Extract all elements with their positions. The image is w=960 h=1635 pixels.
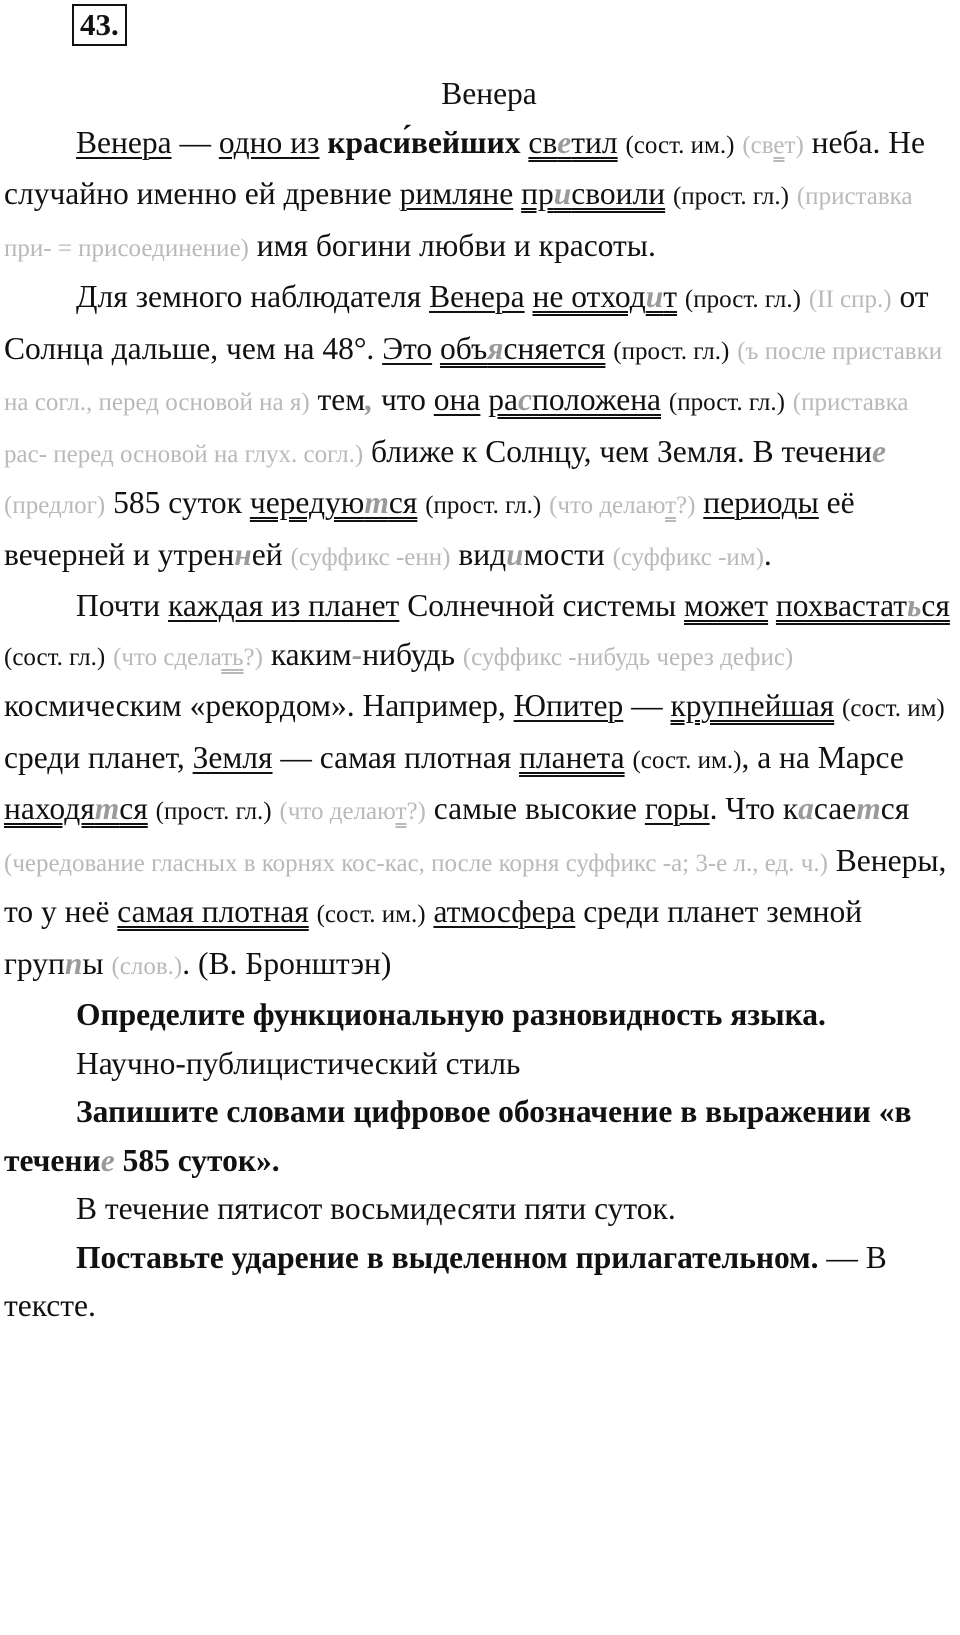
hint-note: (суффикс -им) (612, 543, 764, 571)
t: похвастат (775, 588, 907, 623)
predicate (528, 125, 617, 160)
parse-note: (сост. им.) (625, 131, 735, 159)
parse-note: (сост. гл.) (4, 643, 106, 671)
t: . (763, 536, 772, 572)
t: . (В. Бронштэн) (182, 945, 392, 981)
orthogram: н (234, 536, 252, 572)
predicate: крупнейшая (670, 688, 835, 723)
t (661, 382, 669, 417)
t (677, 279, 685, 314)
t: ть (221, 643, 244, 671)
orthogram: е (100, 1142, 115, 1178)
t (525, 279, 533, 314)
subject: Венера (429, 279, 525, 314)
orthogram: и (506, 536, 524, 572)
t: (что делаю (549, 492, 666, 519)
subject: периоды (703, 485, 819, 520)
subject: Юпитер (513, 688, 624, 723)
parse-note: (прост. гл.) (613, 337, 730, 365)
subject-venera: Венера (76, 124, 172, 160)
hint-note: (суффикс -енн) (290, 543, 451, 571)
orthogram: я (487, 330, 504, 366)
t: имя богини любви и красоты. (248, 227, 656, 263)
t: ближе к Солнцу, чем Земля. В течени (363, 433, 873, 469)
answer-2: В течение пятисот восьмидесяти пяти суток. (76, 1191, 676, 1226)
hint-note: (приставка рас- перед основой на глух. согл.) (4, 389, 909, 468)
t: т) (784, 131, 804, 159)
parse-note: (сост. им.) (316, 901, 426, 928)
t (801, 279, 809, 314)
document-body (4, 70, 954, 1331)
subject: атмосфера (433, 894, 576, 929)
question-2 (4, 1088, 954, 1185)
t: Почти (76, 588, 169, 623)
t: Для земного наблюдателя (76, 279, 430, 314)
t: среди планет земной груп (4, 894, 863, 981)
question-1: Определите функциональную разновидность языка. (76, 997, 826, 1032)
t: пр (521, 176, 554, 211)
parse-note: (прост. гл.) (684, 286, 801, 313)
predicate (776, 588, 950, 623)
t (309, 894, 317, 929)
t: самые высокие (425, 791, 645, 826)
t (834, 688, 842, 723)
t: т (665, 492, 676, 519)
paragraph-2 (4, 273, 954, 582)
t: т (663, 279, 678, 314)
predicate (4, 791, 148, 826)
t: объ (439, 330, 488, 366)
t: Запишите словами цифровое обозначение в выражении «в течени (4, 1094, 912, 1178)
t: Венеры, то у неё (4, 842, 947, 929)
parse-note: (прост. гл.) (425, 492, 542, 519)
t: своили (571, 176, 666, 211)
t: — самая плотная (272, 739, 520, 775)
parse-note: (сост. им.) (632, 746, 742, 774)
orthogram: е (872, 433, 887, 469)
t (789, 176, 797, 211)
t: (св (742, 131, 774, 159)
t: от Солнца дальше, чем на 48°. (4, 279, 929, 366)
answer-1: Научно-публицистический стиль (76, 1045, 521, 1081)
t: её вечерней и утрен (4, 485, 855, 572)
question-3-row (4, 1234, 954, 1331)
orthogram: и (553, 176, 572, 211)
orthogram: е (557, 124, 572, 160)
t (541, 485, 549, 520)
t (272, 791, 280, 826)
t: ?) (406, 798, 426, 825)
t (768, 588, 776, 623)
predicate (488, 382, 661, 417)
paragraph-1 (4, 119, 954, 274)
subject: одно из (218, 124, 320, 160)
t: ей (251, 536, 291, 572)
orthogram: т (856, 791, 881, 826)
question-3: Поставьте ударение в выделенном прилагательном. (76, 1239, 819, 1275)
paragraph-3 (4, 582, 954, 991)
subject: горы (644, 791, 710, 826)
t: ?) (243, 643, 263, 671)
answer-3: — В тексте. (4, 1239, 887, 1323)
t: ?) (676, 492, 696, 519)
hint-note: (приставка при- = присоединение) (4, 183, 913, 262)
hint-note: (ъ после приставки на согл., перед основой на я) (4, 337, 943, 416)
t: сае (813, 791, 857, 826)
t: ра (488, 382, 518, 417)
t: ся (921, 588, 950, 623)
punctuation-mark: , (365, 382, 374, 417)
t: (что делаю (279, 798, 396, 825)
subject: она (433, 382, 481, 417)
hint-note: (слов.) (111, 952, 183, 980)
t: неба. Не случайно именно ей древние (4, 124, 925, 211)
t: е (773, 131, 785, 159)
orthogram: п (64, 945, 83, 981)
t: , а на Марсе (741, 739, 904, 775)
t (432, 331, 440, 366)
parse-note: (сост. им) (842, 695, 945, 722)
orthogram: с (518, 382, 532, 417)
predicate: самая плотная (117, 894, 309, 929)
parse-note: (прост. гл.) (672, 183, 789, 210)
orthogram: ь (907, 588, 922, 623)
parse-note: (прост. гл.) (155, 798, 272, 825)
t: (что сдела (113, 643, 222, 671)
t (417, 485, 425, 520)
hint-note: (чередование гласных в корнях кос-кас, после корня суффикс -а; 3-е л., ед. ч.) (4, 849, 828, 877)
t: тил (571, 124, 618, 160)
t: чередую (249, 485, 365, 520)
t (665, 176, 673, 211)
t (513, 176, 521, 211)
t: не отход (532, 279, 646, 314)
predicate (250, 485, 417, 520)
t: ся (119, 791, 148, 826)
t: 585 суток (105, 485, 250, 520)
hint-note (549, 492, 695, 519)
t: ся (388, 485, 418, 520)
t: среди планет, (4, 739, 193, 775)
t (105, 637, 113, 672)
predicate (521, 176, 665, 211)
hint-note (113, 644, 263, 671)
subject: каждая из планет (168, 588, 400, 623)
t: сняется (503, 330, 606, 366)
t: каким (262, 636, 352, 672)
t (785, 382, 793, 417)
t: Солнечной системы (399, 588, 685, 623)
t: тем (309, 382, 366, 417)
hint-note (280, 798, 426, 825)
hyphen-mark: - (351, 636, 363, 672)
orthogram: а (798, 791, 814, 826)
hint-note: (II спр.) (808, 286, 892, 313)
predicate: может (684, 588, 769, 623)
subject: Земля (192, 739, 273, 775)
hint-note (742, 132, 803, 159)
parse-note: (прост. гл.) (668, 389, 785, 416)
t: мости (523, 536, 613, 572)
exercise-number: 43. (72, 4, 127, 46)
t: вид (450, 536, 507, 572)
t: — (171, 124, 219, 160)
orthogram: т (364, 485, 389, 520)
predicate: планета (519, 739, 625, 775)
t (729, 331, 737, 366)
t: находя (4, 791, 95, 826)
text-title: Венера (441, 76, 537, 111)
t: . Что к (709, 791, 799, 826)
orthogram: и (645, 279, 664, 314)
t: положена (531, 382, 662, 417)
hint-note: (предлог) (4, 492, 106, 519)
hint-note: (суффикс -нибудь через дефис) (462, 643, 794, 671)
highlighted-adjective: краси́вейших (327, 124, 521, 160)
t: что (373, 382, 434, 417)
t: нибудь (362, 636, 463, 672)
t: 585 суток». (114, 1142, 280, 1178)
t (148, 791, 156, 826)
t: ся (880, 791, 910, 826)
t: св (528, 124, 558, 160)
t: ы (82, 945, 112, 981)
t: — (623, 688, 671, 723)
subject: римляне (399, 176, 514, 211)
predicate (533, 279, 678, 314)
orthogram: т (94, 791, 120, 826)
predicate (440, 331, 605, 366)
subject: Это (382, 330, 433, 366)
t: космическим «рекордом». Например, (4, 688, 514, 723)
t: т (395, 798, 407, 825)
